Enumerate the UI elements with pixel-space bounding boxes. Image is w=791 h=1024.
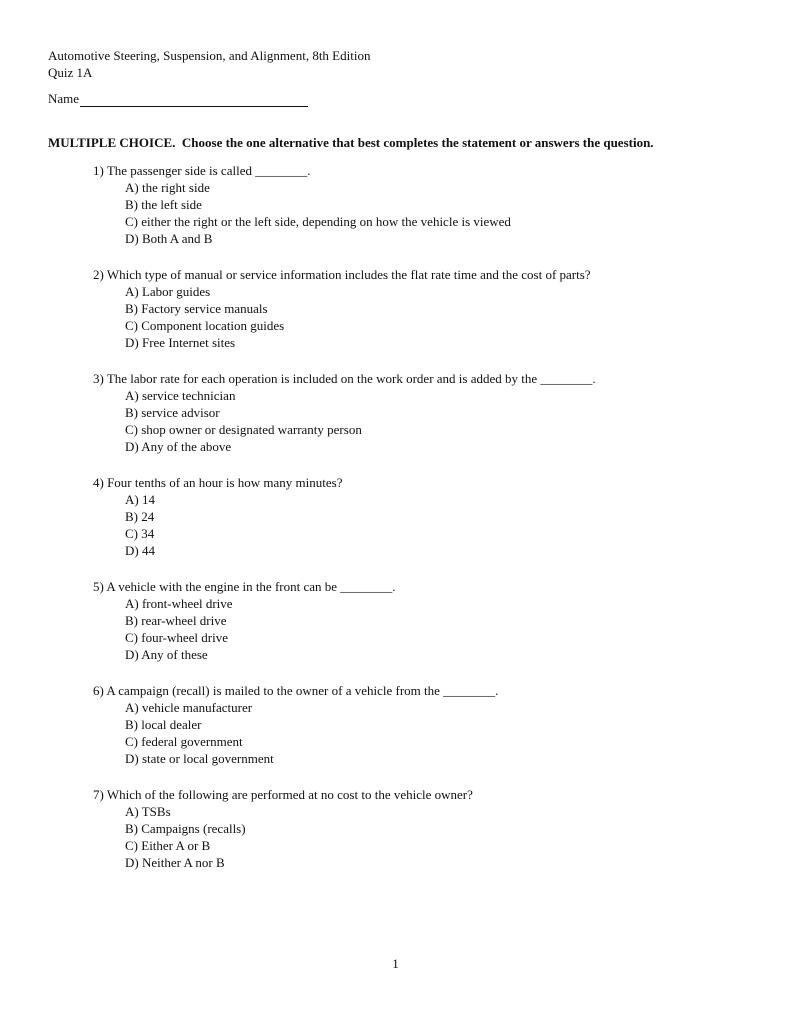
answer-option[interactable]: B) Factory service manuals	[125, 301, 268, 316]
answer-option[interactable]: D) 44	[125, 543, 155, 558]
answer-option[interactable]: A) TSBs	[125, 804, 171, 819]
answer-option[interactable]: D) Neither A nor B	[125, 855, 225, 870]
answer-options	[125, 699, 753, 767]
book-title: Automotive Steering, Suspension, and Alignment, 8th Edition	[48, 48, 371, 63]
name-label: Name	[48, 91, 80, 106]
answer-option[interactable]: C) Either A or B	[125, 838, 211, 853]
page-number: 1	[392, 956, 399, 971]
question-stem: 3) The labor rate for each operation is included on the work order and is added by the ________.	[93, 371, 596, 386]
question-stem: 2) Which type of manual or service information includes the flat rate time and the cost of parts?	[93, 267, 591, 282]
quiz-label: Quiz 1A	[48, 65, 93, 80]
question-5	[93, 578, 753, 663]
answer-option[interactable]: D) state or local government	[125, 751, 274, 766]
question-stem: 6) A campaign (recall) is mailed to the owner of a vehicle from the ________.	[93, 683, 499, 698]
answer-option[interactable]: B) local dealer	[125, 717, 202, 732]
answer-option[interactable]: C) 34	[125, 526, 155, 541]
answer-option[interactable]: A) front-wheel drive	[125, 596, 233, 611]
answer-option[interactable]: C) either the right or the left side, depending on how the vehicle is viewed	[125, 214, 511, 229]
answer-option[interactable]: B) Campaigns (recalls)	[125, 821, 246, 836]
answer-option[interactable]: C) Component location guides	[125, 318, 285, 333]
instructions-text: Choose the one alternative that best completes the statement or answers the question.	[181, 135, 654, 150]
name-field-row	[48, 90, 308, 107]
question-stem: 4) Four tenths of an hour is how many minutes?	[93, 475, 343, 490]
instructions-heading: MULTIPLE CHOICE.	[48, 135, 176, 150]
answer-option[interactable]: D) Free Internet sites	[125, 335, 236, 350]
answer-option[interactable]: C) four-wheel drive	[125, 630, 228, 645]
question-1	[93, 162, 753, 247]
question-2	[93, 266, 753, 351]
answer-options	[125, 491, 753, 559]
question-stem: 1) The passenger side is called ________.	[93, 163, 311, 178]
question-stem: 7) Which of the following are performed at no cost to the vehicle owner?	[93, 787, 473, 802]
answer-options	[125, 283, 753, 351]
answer-option[interactable]: C) shop owner or designated warranty person	[125, 422, 362, 437]
answer-option[interactable]: B) the left side	[125, 197, 202, 212]
answer-options	[125, 179, 753, 247]
question-stem: 5) A vehicle with the engine in the front can be ________.	[93, 579, 396, 594]
answer-options	[125, 595, 753, 663]
answer-option[interactable]: B) service advisor	[125, 405, 220, 420]
question-7	[93, 786, 753, 871]
answer-options	[125, 387, 753, 455]
answer-option[interactable]: D) Any of these	[125, 647, 208, 662]
answer-option[interactable]: B) rear-wheel drive	[125, 613, 227, 628]
answer-option[interactable]: A) the right side	[125, 180, 210, 195]
question-list	[93, 162, 753, 890]
answer-option[interactable]: A) vehicle manufacturer	[125, 700, 253, 715]
answer-option[interactable]: C) federal government	[125, 734, 243, 749]
answer-option[interactable]: A) Labor guides	[125, 284, 211, 299]
answer-option[interactable]: A) service technician	[125, 388, 236, 403]
answer-option[interactable]: D) Any of the above	[125, 439, 232, 454]
name-blank-line[interactable]	[80, 93, 308, 107]
question-3	[93, 370, 753, 455]
question-6	[93, 682, 753, 767]
instructions	[48, 134, 654, 151]
answer-option[interactable]: A) 14	[125, 492, 155, 507]
answer-option[interactable]: B) 24	[125, 509, 155, 524]
answer-option[interactable]: D) Both A and B	[125, 231, 213, 246]
question-4	[93, 474, 753, 559]
document-header	[48, 47, 370, 81]
answer-options	[125, 803, 753, 871]
